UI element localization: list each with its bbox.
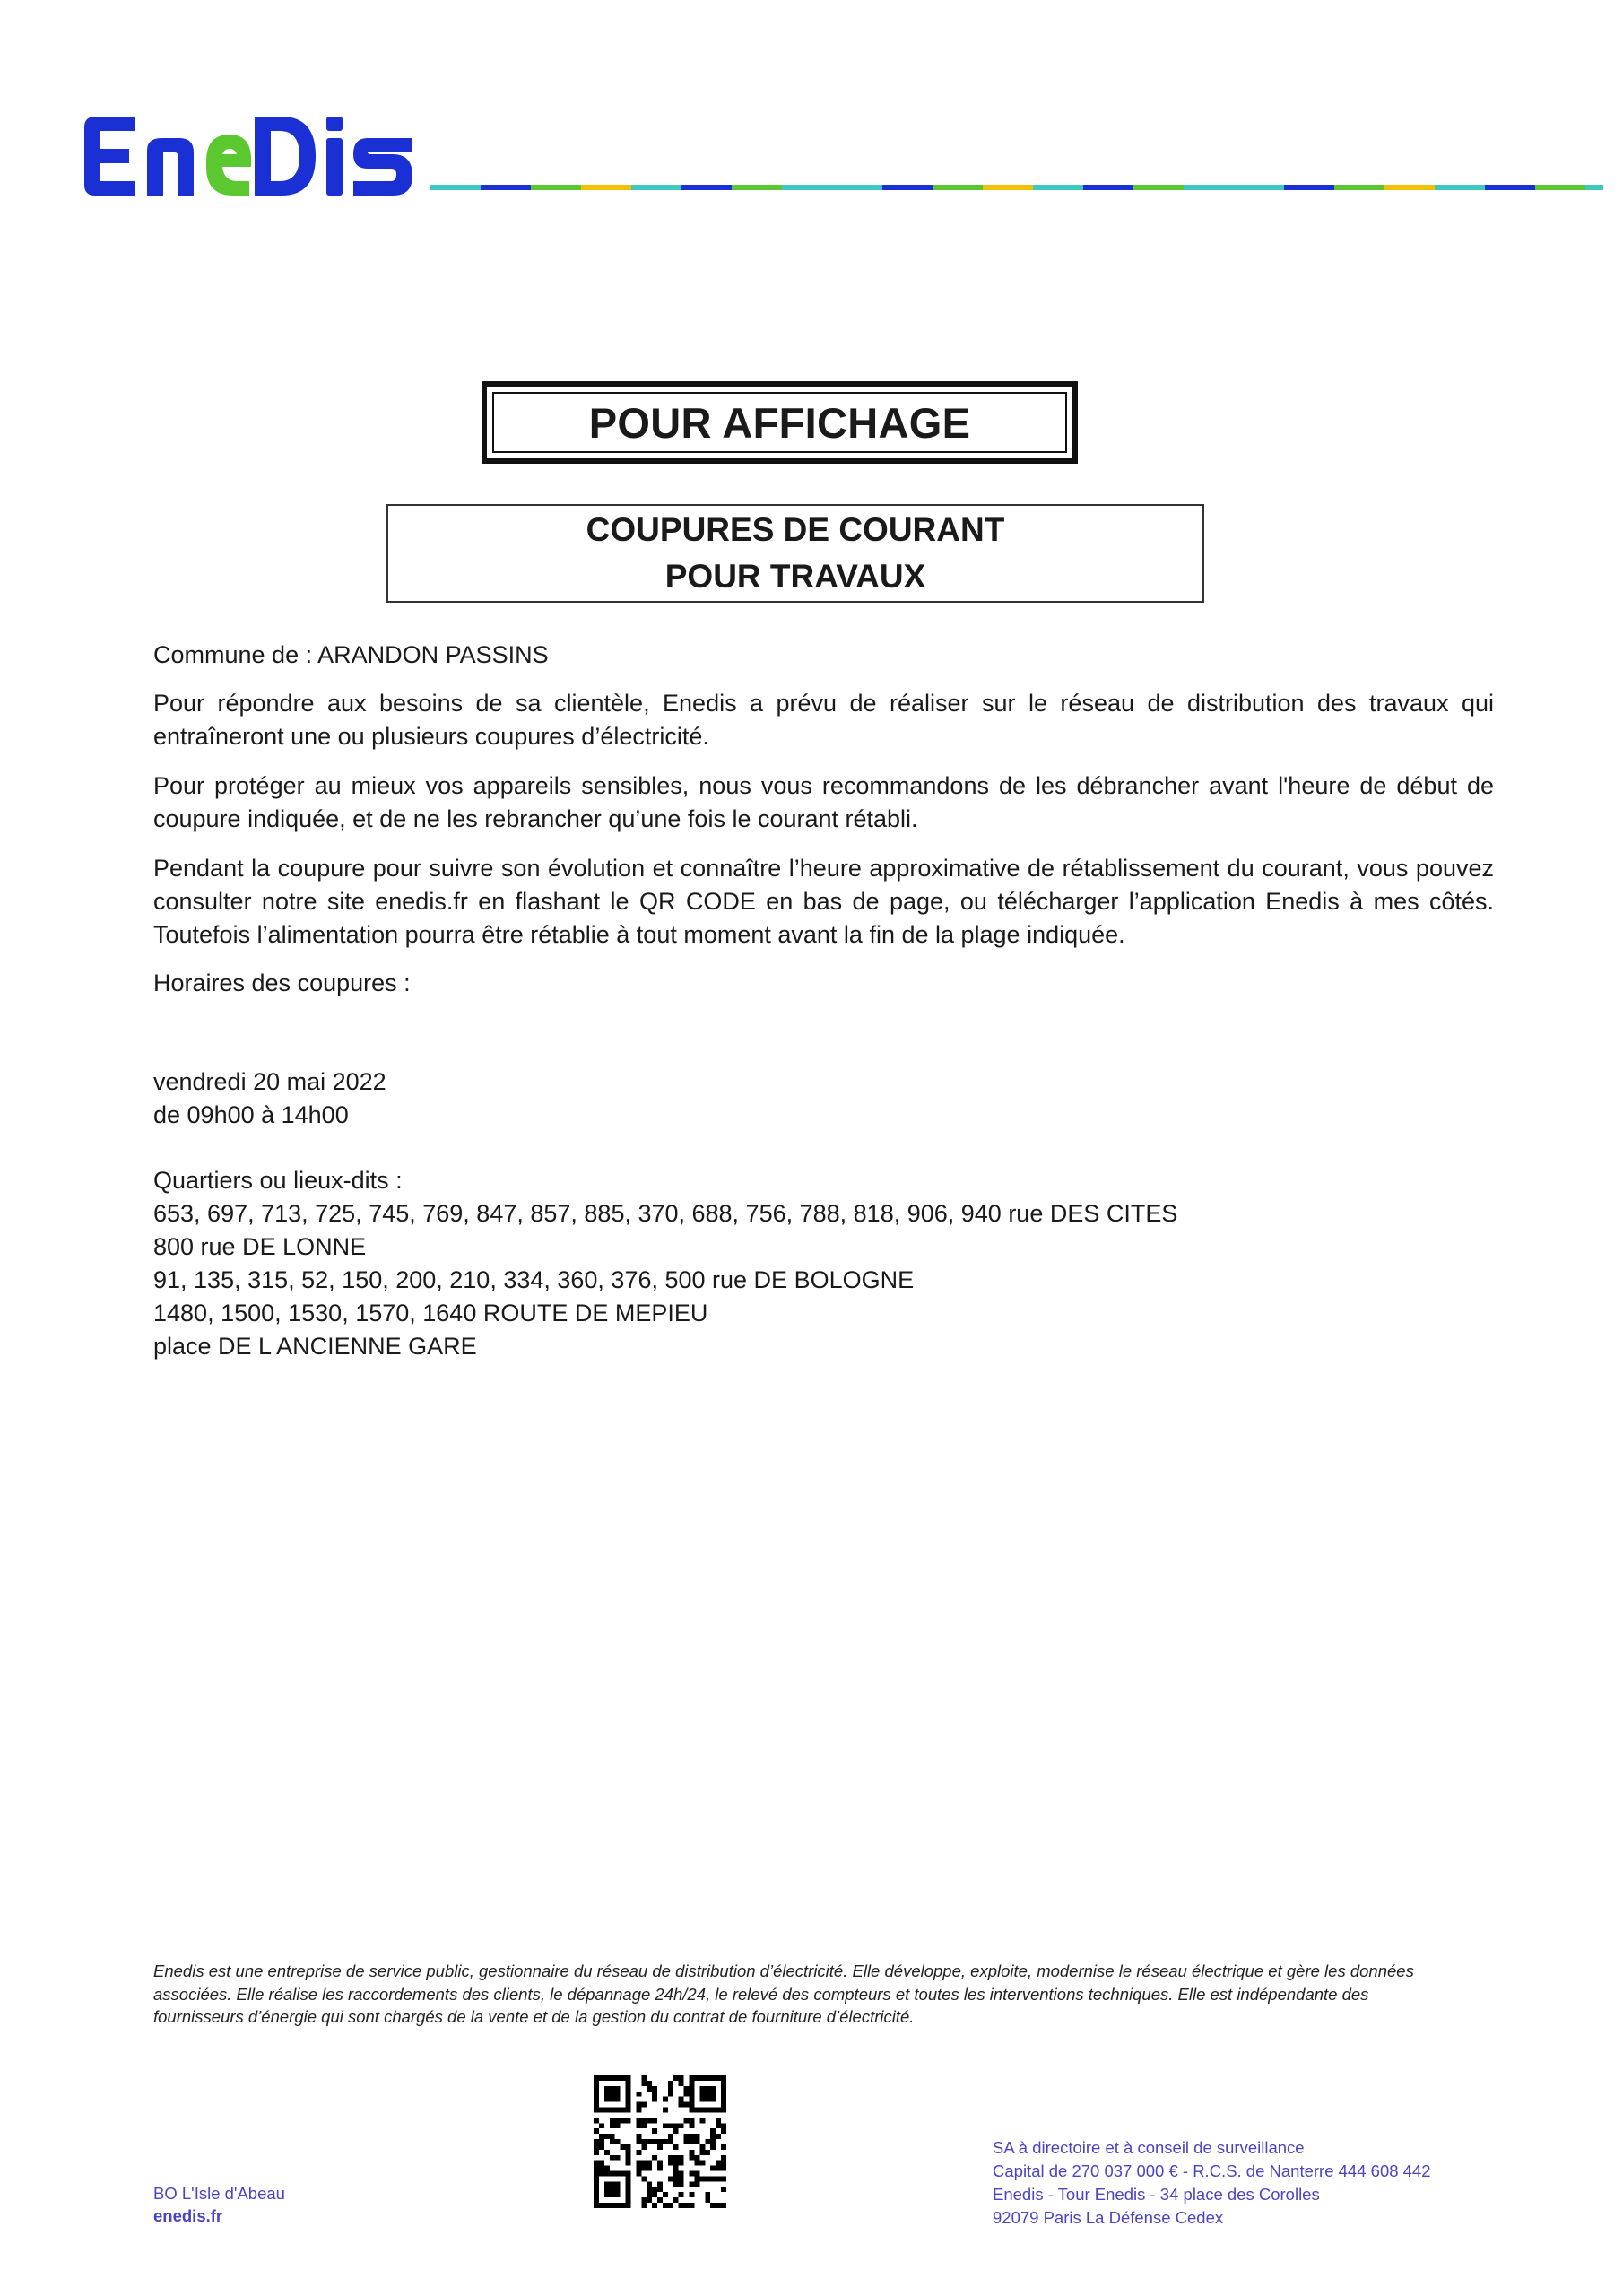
header-line-segment	[531, 185, 581, 190]
page-title: POUR AFFICHAGE	[588, 398, 971, 447]
header-line-segment	[1485, 185, 1535, 190]
header-line-segment	[1585, 185, 1603, 190]
subtitle-line-1: COUPURES DE COURANT	[586, 511, 1005, 548]
header-line-segment	[481, 185, 531, 190]
header-line-segment	[1033, 185, 1083, 190]
header-line-segment	[430, 185, 481, 190]
subtitle-box	[386, 504, 1204, 603]
place-item: 653, 697, 713, 725, 745, 769, 847, 857, 885, 370, 688, 756, 788, 818, 906, 940 rue DES CITES	[153, 1200, 1178, 1227]
commune-line: Commune de : ARANDON PASSINS	[153, 641, 549, 668]
company-line: SA à directoire et à conseil de surveillance	[993, 2138, 1305, 2157]
header-line-segment	[1184, 185, 1234, 190]
header-line-segment	[983, 185, 1033, 190]
header-line-segment	[1384, 185, 1435, 190]
company-line: 92079 Paris La Défense Cedex	[993, 2208, 1224, 2227]
enedis-logo	[79, 115, 420, 199]
header-line-segment	[631, 185, 681, 190]
office-name: BO L'Isle d'Abeau	[153, 2184, 285, 2203]
quartiers-label: Quartiers ou lieux-dits :	[153, 1167, 403, 1194]
office-block	[153, 2182, 285, 2227]
company-line: Capital de 270 037 000 € - R.C.S. de Nanterre 444 608 442	[993, 2161, 1431, 2180]
website-link[interactable]: enedis.fr	[153, 2206, 223, 2225]
header-line-segment	[882, 185, 933, 190]
header-line-segment	[581, 185, 631, 190]
paragraph-intro: Pour répondre aux besoins de sa clientèle, Enedis a prévu de réaliser sur le réseau de distribution des travaux qui entraîneront une ou plusieurs coupures d’électricité.	[153, 690, 1494, 750]
header-line-segment	[1133, 185, 1184, 190]
company-info-block	[993, 2136, 1431, 2230]
header-line-segment	[782, 185, 832, 190]
header-line-segment	[1234, 185, 1284, 190]
header-line-segment	[1083, 185, 1133, 190]
paragraph-tracking: Pendant la coupure pour suivre son évolution et connaître l’heure approximative de rétablissement du courant, vous pouvez consulter notre site enedis.fr en flashant le QR CODE en bas de page, ou télécharger l’application Enedis à mes côtés. Toutefois l’alimentation pourra être rétablie à tout moment avant la fin de la plage indiquée.	[153, 855, 1494, 948]
subtitle-line-2: POUR TRAVAUX	[664, 558, 926, 595]
header-line-segment	[832, 185, 882, 190]
outage-date: vendredi 20 mai 2022	[153, 1068, 386, 1095]
header-line-segment	[1334, 185, 1384, 190]
header-line-segment	[1435, 185, 1485, 190]
header-line-segment	[1284, 185, 1334, 190]
enedis-logo-graphic	[79, 115, 420, 199]
title-box-inner	[492, 392, 1067, 453]
header-line-segment	[1535, 185, 1585, 190]
place-item: 800 rue DE LONNE	[153, 1233, 367, 1260]
place-item: 1480, 1500, 1530, 1570, 1640 ROUTE DE MEPIEU	[153, 1300, 708, 1326]
qr-code-icon[interactable]	[594, 2075, 726, 2208]
place-item: place DE L ANCIENNE GARE	[153, 1333, 477, 1360]
header-line-segment	[732, 185, 782, 190]
company-line: Enedis - Tour Enedis - 34 place des Corolles	[993, 2185, 1320, 2204]
outage-time-range: de 09h00 à 14h00	[153, 1101, 349, 1128]
horaires-label: Horaires des coupures :	[153, 970, 411, 996]
paragraph-recommendation: Pour protéger au mieux vos appareils sensibles, nous vous recommandons de les débrancher avant l'heure de début de coupure indiquée, et de ne les rebrancher qu’une fois le courant rétabli.	[153, 772, 1494, 832]
header-divider-line	[430, 185, 1603, 190]
header-line-segment	[933, 185, 983, 190]
title-box	[482, 381, 1078, 464]
places-list	[153, 1197, 1494, 1363]
place-item: 91, 135, 315, 52, 150, 200, 210, 334, 360, 376, 500 rue DE BOLOGNE	[153, 1266, 915, 1293]
header-line-segment	[681, 185, 732, 190]
footer-legal-note: Enedis est une entreprise de service public, gestionnaire du réseau de distribution d’électricité. Elle développe, exploite, modernise le réseau électrique et gère les données associées. Elle réalise les raccordements des clients, le dépannage 24h/24, le relevé des compteurs et toutes les interventions techniques. Elle est indépendante des fournisseurs d’énergie qui sont chargés de la vente et de la gestion du contrat de fourniture d’électricité.	[153, 1961, 1414, 2026]
